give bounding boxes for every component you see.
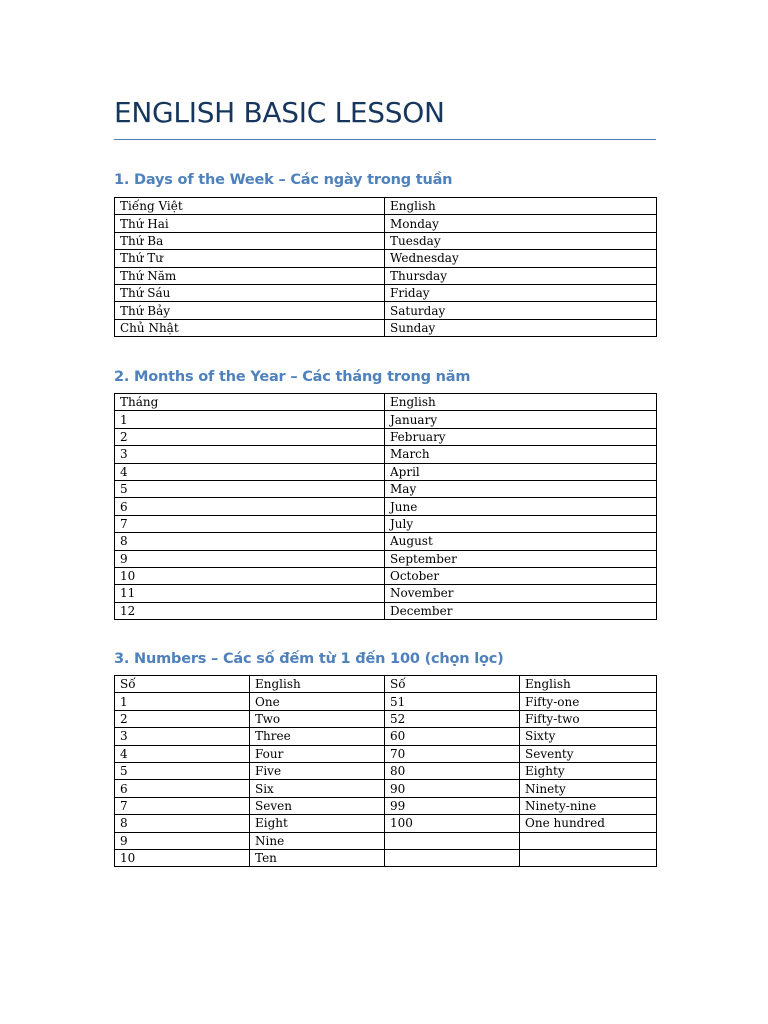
table-cell: One hundred bbox=[520, 815, 657, 832]
table-cell: Eighty bbox=[520, 762, 657, 779]
table-cell: May bbox=[385, 480, 657, 497]
table-row bbox=[115, 498, 657, 515]
table-row bbox=[115, 480, 657, 497]
table-cell: 80 bbox=[385, 762, 520, 779]
table-cell: Ten bbox=[250, 849, 385, 866]
table-cell: Ninety bbox=[520, 780, 657, 797]
table-cell: Thứ Tư bbox=[115, 250, 385, 267]
table-header-cell: English bbox=[385, 394, 657, 411]
table-row bbox=[115, 319, 657, 336]
table-cell: Five bbox=[250, 762, 385, 779]
table-cell: 10 bbox=[115, 849, 250, 866]
table-header-row bbox=[115, 394, 657, 411]
table-row bbox=[115, 728, 657, 745]
table-row bbox=[115, 463, 657, 480]
table-row bbox=[115, 710, 657, 727]
table-row bbox=[115, 745, 657, 762]
table-cell: Six bbox=[250, 780, 385, 797]
table-cell: Chủ Nhật bbox=[115, 319, 385, 336]
table-header-row bbox=[115, 198, 657, 215]
table-cell: 99 bbox=[385, 797, 520, 814]
table-row bbox=[115, 780, 657, 797]
table-header-cell: Tiếng Việt bbox=[115, 198, 385, 215]
table-row bbox=[115, 428, 657, 445]
table-header-cell: English bbox=[250, 676, 385, 693]
table-header-row bbox=[115, 676, 657, 693]
title-underline bbox=[114, 139, 656, 140]
table-row bbox=[115, 250, 657, 267]
table-cell: 6 bbox=[115, 498, 385, 515]
table-header-cell: Tháng bbox=[115, 394, 385, 411]
table-header-cell: Số bbox=[115, 676, 250, 693]
table-cell: Wednesday bbox=[385, 250, 657, 267]
table-cell: Two bbox=[250, 710, 385, 727]
table-row bbox=[115, 693, 657, 710]
table-row bbox=[115, 284, 657, 301]
table-row bbox=[115, 815, 657, 832]
table-cell: 70 bbox=[385, 745, 520, 762]
table-cell: Monday bbox=[385, 215, 657, 232]
table-cell: November bbox=[385, 585, 657, 602]
table-cell: July bbox=[385, 515, 657, 532]
table-row bbox=[115, 215, 657, 232]
table-cell bbox=[385, 832, 520, 849]
table-cell: March bbox=[385, 446, 657, 463]
table-row bbox=[115, 797, 657, 814]
table-row bbox=[115, 762, 657, 779]
table-cell: 5 bbox=[115, 480, 385, 497]
table-cell: 3 bbox=[115, 728, 250, 745]
table-cell: 2 bbox=[115, 428, 385, 445]
table-cell: Nine bbox=[250, 832, 385, 849]
table-row bbox=[115, 411, 657, 428]
table-row bbox=[115, 533, 657, 550]
table-row bbox=[115, 550, 657, 567]
table-cell: Ninety-nine bbox=[520, 797, 657, 814]
table-cell: Thứ Bảy bbox=[115, 302, 385, 319]
table-cell: 9 bbox=[115, 550, 385, 567]
table-cell: January bbox=[385, 411, 657, 428]
table-cell: Eight bbox=[250, 815, 385, 832]
section-heading-days: 1. Days of the Week – Các ngày trong tuần bbox=[114, 172, 453, 188]
table-header-cell: English bbox=[520, 676, 657, 693]
table-cell: 8 bbox=[115, 533, 385, 550]
table-cell bbox=[520, 849, 657, 866]
table-cell: 1 bbox=[115, 693, 250, 710]
numbers-table bbox=[114, 675, 657, 867]
table-cell: 8 bbox=[115, 815, 250, 832]
section-heading-numbers: 3. Numbers – Các số đếm từ 1 đến 100 (chọn lọc) bbox=[114, 651, 504, 667]
table-cell: Thứ Sáu bbox=[115, 284, 385, 301]
table-cell: Thứ Năm bbox=[115, 267, 385, 284]
table-cell: Tuesday bbox=[385, 232, 657, 249]
table-cell: Sunday bbox=[385, 319, 657, 336]
table-cell: Seventy bbox=[520, 745, 657, 762]
table-row bbox=[115, 267, 657, 284]
table-cell: 60 bbox=[385, 728, 520, 745]
table-cell: 5 bbox=[115, 762, 250, 779]
table-cell: Saturday bbox=[385, 302, 657, 319]
table-row bbox=[115, 446, 657, 463]
table-cell: Thứ Ba bbox=[115, 232, 385, 249]
table-header-cell: English bbox=[385, 198, 657, 215]
table-cell: 90 bbox=[385, 780, 520, 797]
table-cell: December bbox=[385, 602, 657, 619]
table-cell: 3 bbox=[115, 446, 385, 463]
table-row bbox=[115, 602, 657, 619]
table-cell: Fifty-two bbox=[520, 710, 657, 727]
table-row bbox=[115, 515, 657, 532]
table-cell: 10 bbox=[115, 567, 385, 584]
table-cell: February bbox=[385, 428, 657, 445]
table-row bbox=[115, 832, 657, 849]
table-cell: 52 bbox=[385, 710, 520, 727]
table-cell bbox=[520, 832, 657, 849]
table-cell: Thứ Hai bbox=[115, 215, 385, 232]
table-cell: 51 bbox=[385, 693, 520, 710]
table-cell: 1 bbox=[115, 411, 385, 428]
table-cell: 6 bbox=[115, 780, 250, 797]
table-cell: October bbox=[385, 567, 657, 584]
section-heading-months: 2. Months of the Year – Các tháng trong năm bbox=[114, 369, 471, 385]
table-cell: Seven bbox=[250, 797, 385, 814]
table-row bbox=[115, 302, 657, 319]
table-cell: 12 bbox=[115, 602, 385, 619]
table-cell: 2 bbox=[115, 710, 250, 727]
table-header-cell: Số bbox=[385, 676, 520, 693]
table-row bbox=[115, 567, 657, 584]
table-cell: April bbox=[385, 463, 657, 480]
table-cell: Four bbox=[250, 745, 385, 762]
table-row bbox=[115, 585, 657, 602]
table-cell: Thursday bbox=[385, 267, 657, 284]
table-cell: Three bbox=[250, 728, 385, 745]
table-row bbox=[115, 849, 657, 866]
table-cell: One bbox=[250, 693, 385, 710]
document-title: ENGLISH BASIC LESSON bbox=[114, 96, 445, 129]
table-cell: 11 bbox=[115, 585, 385, 602]
table-cell: Fifty-one bbox=[520, 693, 657, 710]
table-cell: June bbox=[385, 498, 657, 515]
table-cell: September bbox=[385, 550, 657, 567]
table-cell: 4 bbox=[115, 745, 250, 762]
days-of-week-table bbox=[114, 197, 657, 337]
table-cell: 9 bbox=[115, 832, 250, 849]
table-cell bbox=[385, 849, 520, 866]
table-cell: Sixty bbox=[520, 728, 657, 745]
table-cell: Friday bbox=[385, 284, 657, 301]
months-of-year-table bbox=[114, 393, 657, 620]
table-cell: August bbox=[385, 533, 657, 550]
table-cell: 7 bbox=[115, 515, 385, 532]
table-cell: 4 bbox=[115, 463, 385, 480]
table-row bbox=[115, 232, 657, 249]
table-cell: 100 bbox=[385, 815, 520, 832]
table-cell: 7 bbox=[115, 797, 250, 814]
